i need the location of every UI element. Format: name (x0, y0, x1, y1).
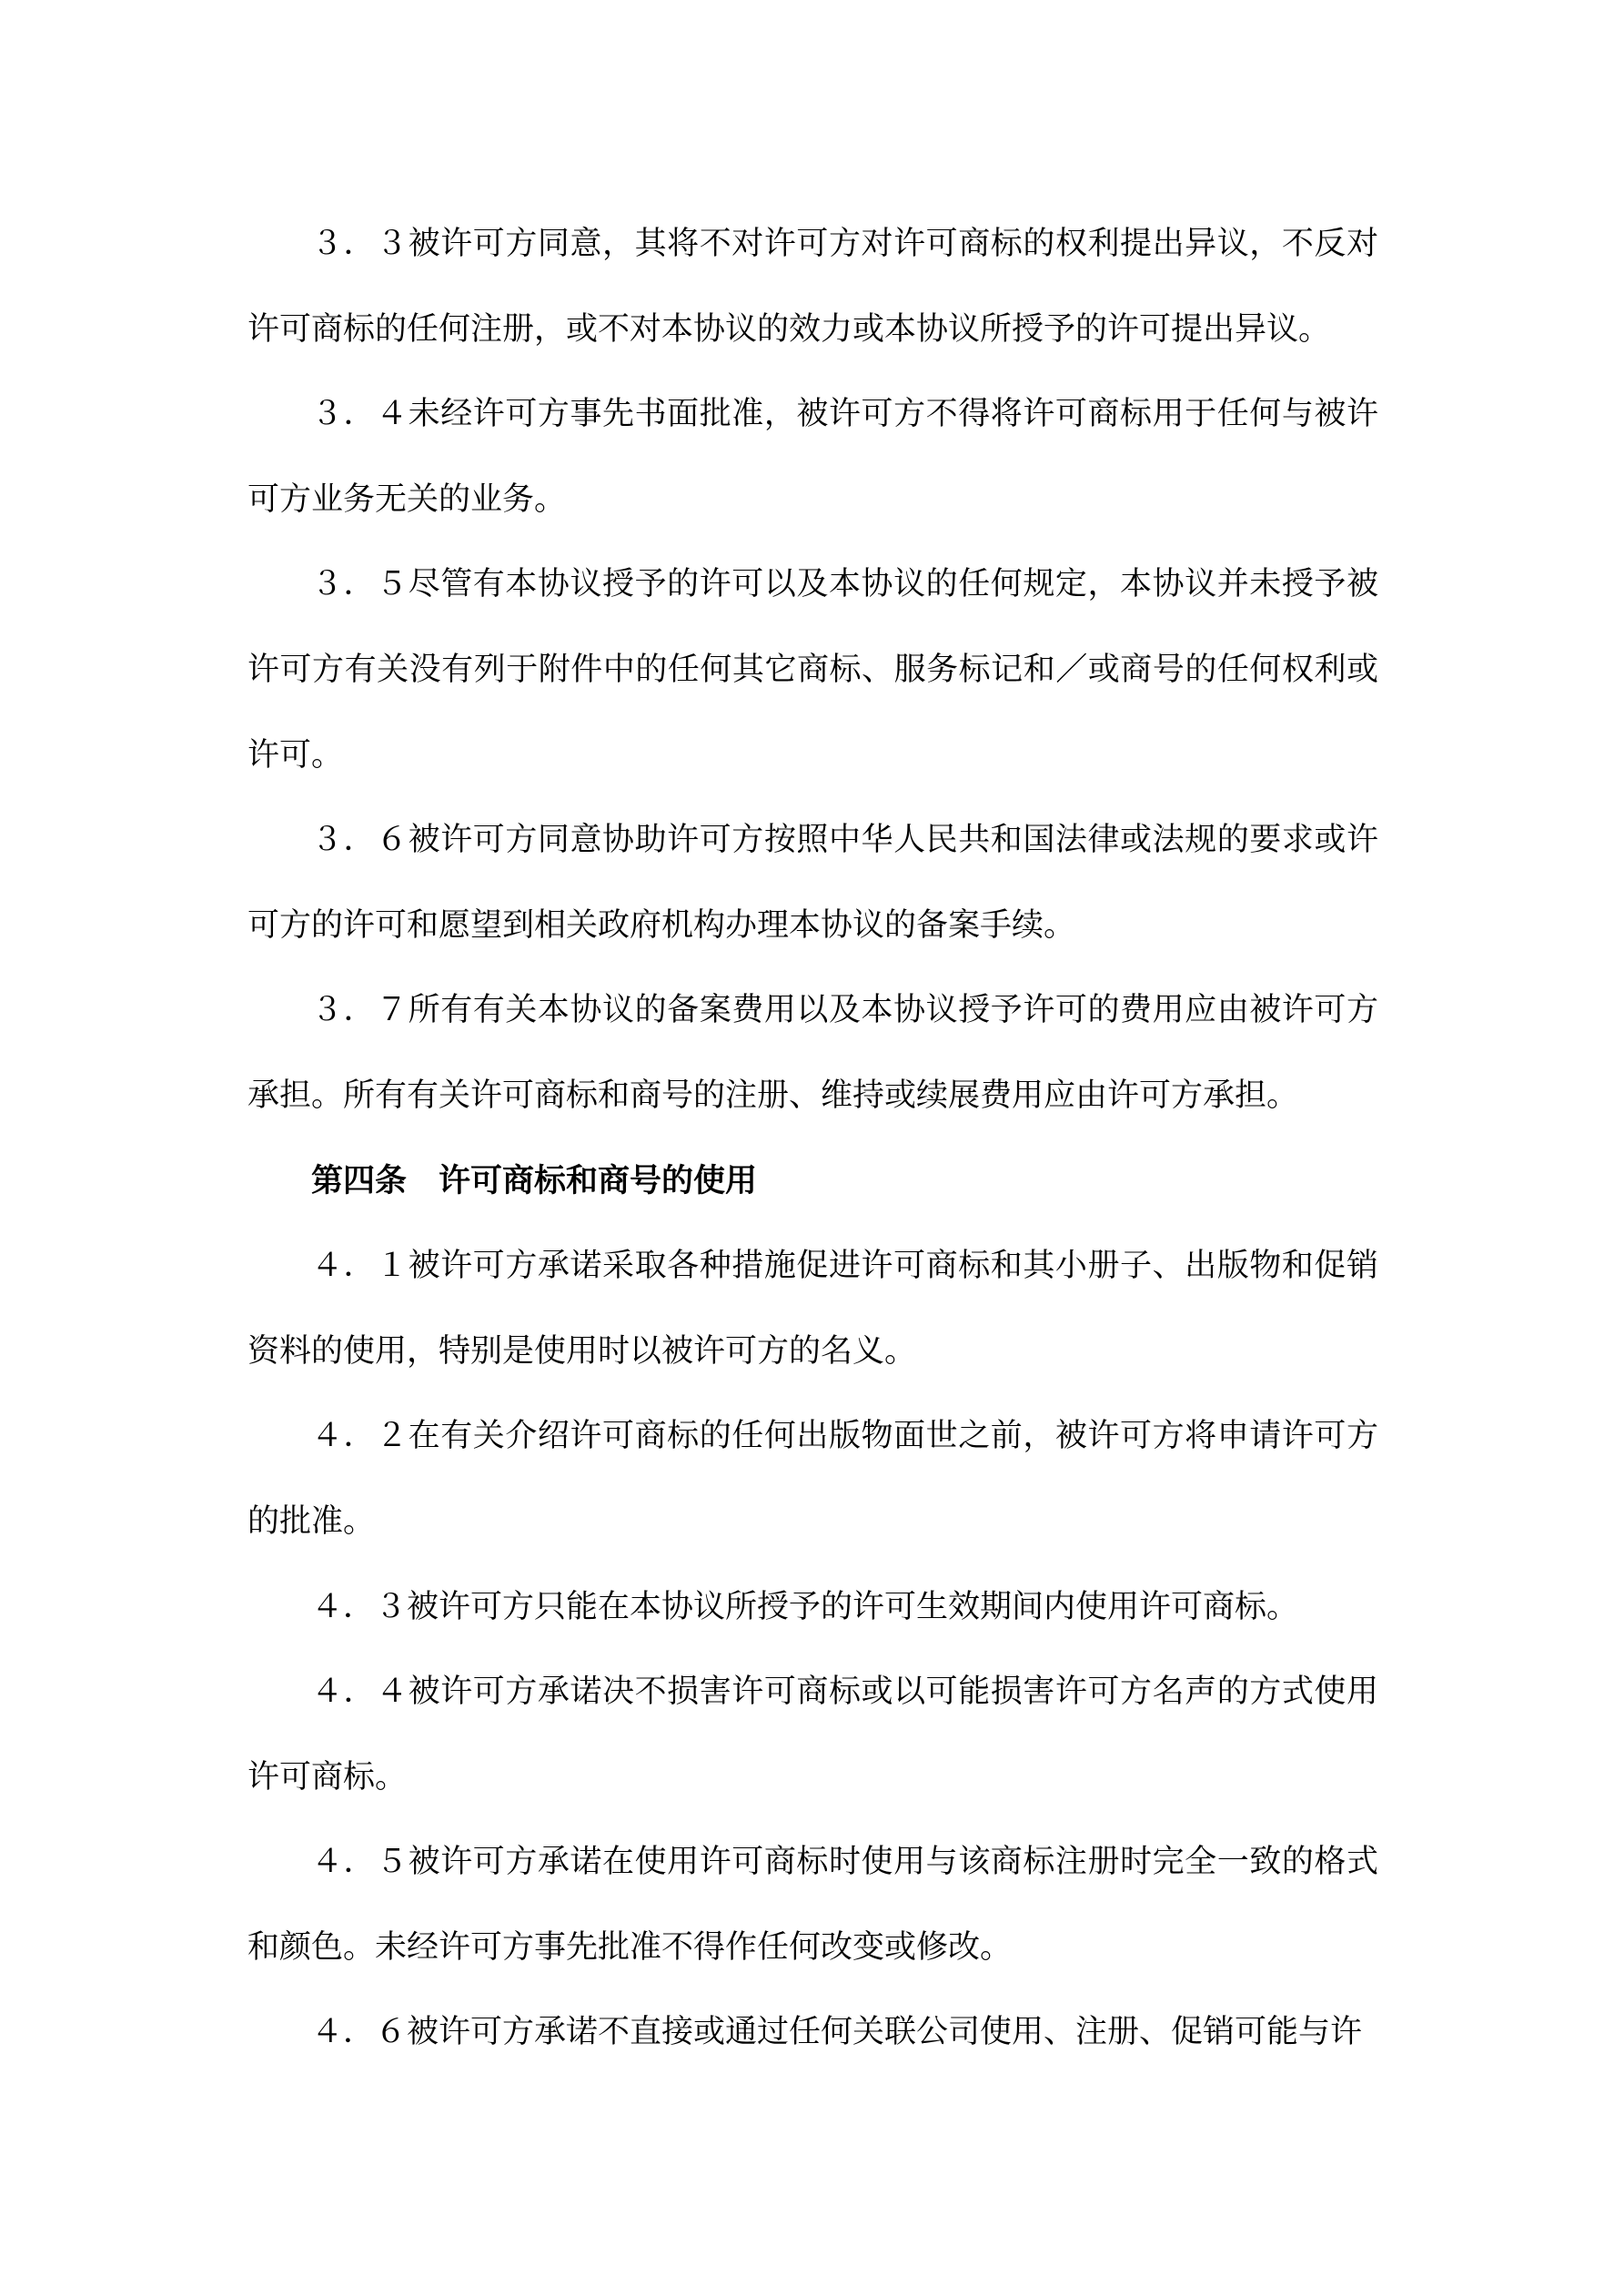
clause-3-3: ３．３被许可方同意，其将不对许可方对许可商标的权利提出异议，不反对许可商标的任何注册，或不对本协议的效力或本协议所授予的许可提出异议。 (247, 226, 1378, 347)
clause-4-2: ４．２在有关介绍许可商标的任何出版物面世之前，被许可方将申请许可方的批准。 (247, 1418, 1378, 1539)
clause-4-3: ４．３被许可方只能在本协议所授予的许可生效期间内使用许可商标。 (311, 1588, 1299, 1624)
clause-4-4: ４．４被许可方承诺决不损害许可商标或以可能损害许可方名声的方式使用许可商标。 (247, 1674, 1378, 1795)
heading-article-4: 第四条 许可商标和商号的使用 (311, 1162, 758, 1199)
clause-3-4: ３．４未经许可方事先书面批准，被许可方不得将许可商标用于任何与被许可方业务无关的业务。 (247, 396, 1378, 517)
clause-4-6: ４．６被许可方承诺不直接或通过任何关联公司使用、注册、促销可能与许 (311, 2014, 1363, 2050)
clause-4-5: ４．５被许可方承诺在使用许可商标时使用与该商标注册时完全一致的格式和颜色。未经许可方事先批准不得作任何改变或修改。 (247, 1844, 1378, 1965)
clause-3-7: ３．７所有有关本协议的备案费用以及本协议授予许可的费用应由被许可方承担。所有有关许可商标和商号的注册、维持或续展费用应由许可方承担。 (247, 992, 1378, 1113)
document-content (247, 201, 1378, 2075)
clause-3-5: ３．５尽管有本协议授予的许可以及本协议的任何规定，本协议并未授予被许可方有关没有列于附件中的任何其它商标、服务标记和／或商号的任何权利或许可。 (247, 566, 1378, 773)
clause-3-6: ３．６被许可方同意协助许可方按照中华人民共和国法律或法规的要求或许可方的许可和愿望到相关政府机构办理本协议的备案手续。 (247, 822, 1378, 943)
clause-4-1: ４．１被许可方承诺采取各种措施促进许可商标和其小册子、出版物和促销资料的使用，特别是使用时以被许可方的名义。 (247, 1248, 1378, 1369)
